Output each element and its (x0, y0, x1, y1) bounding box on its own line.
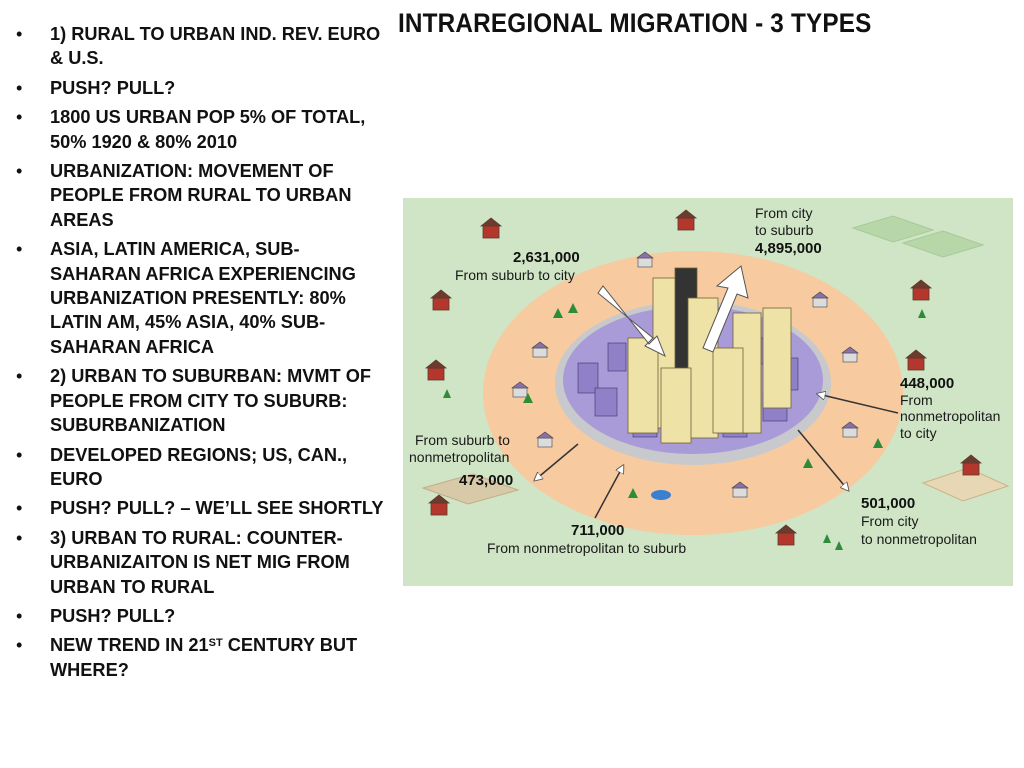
city-to-nonmetro-value: 501,000 (861, 495, 916, 512)
bullet-item: • PUSH? PULL? – WE’LL SEE SHORTLY (12, 496, 390, 520)
bullet-item: • PUSH? PULL? (12, 76, 390, 100)
city-to-nonmetro-label-2: to nonmetropolitan (861, 531, 977, 547)
bullet-item: • 2) URBAN TO SUBURBAN: MVMT OF PEOPLE FROM CITY TO SUBURB: SUBURBANIZATION (12, 364, 390, 437)
bullet-text: CENTURY BUT WHERE? (50, 635, 358, 680)
suburb-to-nonmetro-label: From suburb to (415, 432, 510, 448)
bullet-item: • 1) RURAL TO URBAN IND. REV. EURO & U.S. (12, 22, 390, 71)
city-to-suburb-label-2: to suburb (755, 222, 814, 238)
bullet-item (12, 633, 390, 682)
suburb-to-nonmetro-label-2: nonmetropolitan (409, 449, 510, 465)
pond (651, 490, 671, 500)
bullet-item: • 1800 US URBAN POP 5% OF TOTAL, 50% 1920 & 80% 2010 (12, 105, 390, 154)
bullet-item: • PUSH? PULL? (12, 604, 390, 628)
city-to-suburb-value: 4,895,000 (755, 240, 822, 257)
nonmetro-to-city-label: From (900, 392, 933, 408)
slide-title: INTRAREGIONAL MIGRATION - 3 TYPES (398, 8, 872, 38)
bullet-text: NEW TREND IN 21 (50, 635, 209, 656)
suburb-to-city-label: From suburb to city (455, 267, 575, 283)
bullet-item: • ASIA, LATIN AMERICA, SUB-SAHARAN AFRICA EXPERIENCING URBANIZATION PRESENTLY: 80% LATIN AM, 45% ASIA, 40% SUB-SAHARAN AFRICA (12, 237, 390, 359)
nonmetro-to-suburb-value: 711,000 (571, 522, 625, 539)
nonmetro-to-suburb-label: From nonmetropolitan to suburb (487, 540, 687, 556)
nonmetro-to-city-value: 448,000 (900, 375, 955, 392)
city-to-suburb-label: From city (755, 205, 813, 221)
suburb-to-city-value: 2,631,000 (513, 249, 580, 266)
bullet-item: • 3) URBAN TO RURAL: COUNTER-URBANIZAITON IS NET MIG FROM URBAN TO RURAL (12, 526, 390, 599)
nonmetro-to-city-label-3: to city (900, 425, 937, 441)
bullet-item: • URBANIZATION: MOVEMENT OF PEOPLE FROM RURAL TO URBAN AREAS (12, 159, 390, 232)
migration-diagram (403, 198, 1013, 586)
migration-illustration (403, 198, 1013, 586)
nonmetro-to-city-label-2: nonmetropolitan (900, 408, 1001, 424)
city-to-nonmetro-label: From city (861, 513, 919, 529)
ordinal-superscript: ST (208, 637, 223, 650)
bullet-item: • DEVELOPED REGIONS; US, CAN., EURO (12, 443, 390, 492)
suburb-to-nonmetro-value: 473,000 (459, 472, 514, 489)
bullet-list (12, 22, 390, 687)
